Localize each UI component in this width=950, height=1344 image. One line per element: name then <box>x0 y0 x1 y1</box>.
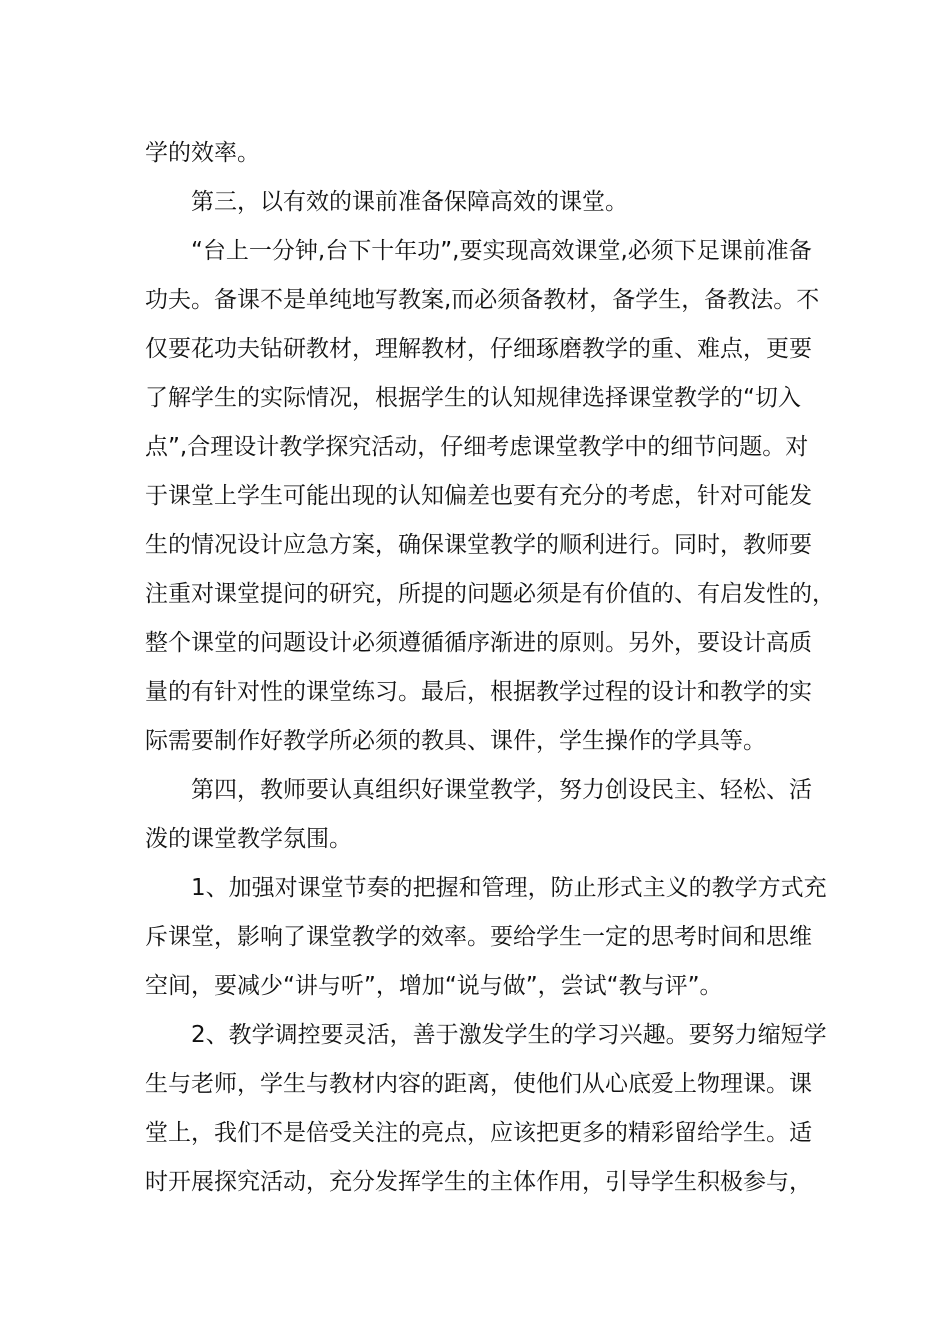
text-line: 泼的课堂教学氛围。 <box>145 826 352 852</box>
section-heading-3: 第三，以有效的课前准备保障高效的课堂。 <box>191 189 628 215</box>
text-line: “台上一分钟,台下十年功”,要实现高效课堂,必须下足课前准备 <box>191 238 812 264</box>
text-line: 整个课堂的问题设计必须遵循循序渐进的原则。另外，要设计高质 <box>145 630 812 656</box>
text-line: 斥课堂，影响了课堂教学的效率。要给学生一定的思考时间和思维 <box>145 924 812 950</box>
text-line: 于课堂上学生可能出现的认知偏差也要有充分的考虑，针对可能发 <box>145 483 812 509</box>
list-item-1: 1、加强对课堂节奏的把握和管理，防止形式主义的教学方式充 <box>191 875 827 901</box>
text-line: 点”,合理设计教学探究活动，仔细考虑课堂教学中的细节问题。对 <box>145 434 809 460</box>
text-line: 际需要制作好教学所必须的教具、课件，学生操作的学具等。 <box>145 728 766 754</box>
text-line: 堂上，我们不是倍受关注的亮点，应该把更多的精彩留给学生。适 <box>145 1120 812 1146</box>
section-heading-4: 第四，教师要认真组织好课堂教学，努力创设民主、轻松、活 <box>191 777 812 803</box>
text-line: 功夫。备课不是单纯地写教案,而必须备教材，备学生，备教法。不 <box>145 287 820 313</box>
list-item-2: 2、教学调控要灵活，善于激发学生的学习兴趣。要努力缩短学 <box>191 1022 827 1048</box>
text-line: 学的效率。 <box>145 140 260 166</box>
text-line: 生的情况设计应急方案，确保课堂教学的顺利进行。同时，教师要 <box>145 532 812 558</box>
text-line: 仅要花功夫钻研教材，理解教材，仔细琢磨教学的重、难点，更要 <box>145 336 812 362</box>
text-line: 了解学生的实际情况，根据学生的认知规律选择课堂教学的“切入 <box>145 385 801 411</box>
text-line: 注重对课堂提问的研究，所提的问题必须是有价值的、有启发性的， <box>145 581 835 607</box>
text-line: 生与老师，学生与教材内容的距离，使他们从心底爱上物理课。课 <box>145 1071 812 1097</box>
text-line: 时开展探究活动，充分发挥学生的主体作用，引导学生积极参与， <box>145 1169 812 1195</box>
text-line: 量的有针对性的课堂练习。最后，根据教学过程的设计和教学的实 <box>145 679 812 705</box>
text-line: 空间，要减少“讲与听”，增加“说与做”，尝试“教与评”。 <box>145 973 723 999</box>
